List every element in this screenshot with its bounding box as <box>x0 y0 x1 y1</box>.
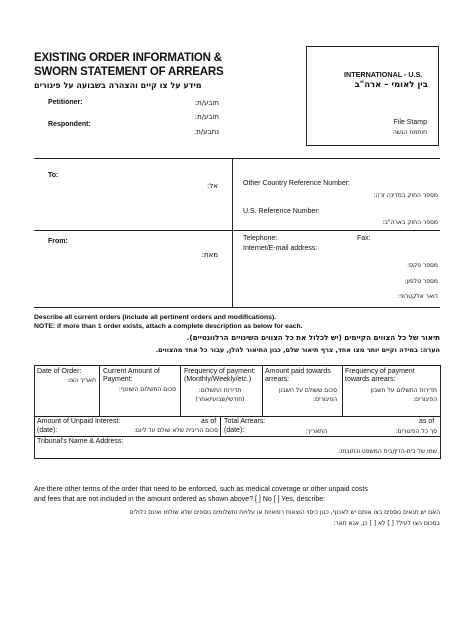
petitioner-hebrew: תובע/ת: <box>194 99 219 107</box>
other-terms-hebrew-2: בסכום הצו לעיל? [ ] לא [ ] כן, אנא תאר: <box>333 520 440 527</box>
date-of-order-hebrew: תאריך הצו: <box>67 377 96 384</box>
table-row-divider-1 <box>34 416 441 417</box>
other-terms-line2: and fees that are not included in the amount ordered as shown above? [ ] No [ ] Yes, describe: <box>34 496 326 503</box>
tribunal-field[interactable] <box>150 440 430 448</box>
internet-email-label: Internet/E-mail address: <box>243 245 318 252</box>
international-us-label: INTERNATIONAL - U.S. <box>344 70 423 79</box>
divider-1 <box>34 158 440 159</box>
unpaid-interest-date-label: (date): <box>37 427 58 434</box>
to-vertical-divider <box>232 159 233 230</box>
frequency-arrears-label: Frequency of payment towards arrears: <box>345 368 415 383</box>
table-row-divider-2 <box>34 436 441 437</box>
total-arrears-label: Total Arrears: <box>224 418 266 425</box>
respondent-hebrew-1: תובע/ת: <box>194 113 219 121</box>
frequency-hebrew: תדירות התשלום: (חודשי/שבועי/אחר) <box>195 387 245 403</box>
frequency-label: Frequency of payment: (Monthly/Weekly/etc.) <box>184 368 256 383</box>
unpaid-interest-as-of: as of <box>201 418 217 425</box>
table-col-divider-1 <box>99 365 100 416</box>
other-terms-hebrew-1: האם יש תנאים נוספים בצו אותם יש לאכוף, כגון כיסוי הוצאות רפואיות או עלויות ותשלומים נוספים שלא שולמו ואינם כלולים <box>129 509 440 516</box>
current-amount-hebrew: סכום התשלום השוטף: <box>118 386 176 393</box>
date-of-order-field[interactable] <box>37 388 95 412</box>
petitioner-label: Petitioner: <box>48 99 83 106</box>
telephone-label: Telephone: <box>243 235 278 242</box>
total-arrears-date-hebrew: התאריך: <box>305 428 327 435</box>
divider-3 <box>34 307 440 308</box>
fax-label: Fax: <box>357 235 371 242</box>
respondent-field[interactable] <box>95 121 215 129</box>
form-title-line1: EXISTING ORDER INFORMATION & <box>34 52 222 64</box>
form-title-line2: SWORN STATEMENT OF ARREARS <box>34 66 224 78</box>
us-ref-hebrew: מספר החוק בארה"ב: <box>382 219 438 226</box>
tribunal-label: Tribunal's Name & Address: <box>37 438 124 445</box>
table-col-divider-2 <box>180 365 181 416</box>
total-arrears-date-label: (date): <box>224 427 245 434</box>
unpaid-interest-label: Amount of Unpaid Interest: <box>37 418 121 425</box>
unpaid-interest-hebrew: סכום הריבית שלא שולם עד ליום: <box>134 427 218 434</box>
us-ref-label: U.S. Reference Number: <box>243 208 320 215</box>
other-country-ref-label: Other Country Reference Number: <box>243 180 350 187</box>
total-arrears-as-of: as of <box>419 418 435 425</box>
instructions-line2: NOTE: if more than 1 order exists, attach a complete description as below for each. <box>34 323 303 330</box>
from-label: From: <box>48 238 68 245</box>
to-hebrew: אל: <box>206 182 218 190</box>
amount-paid-arrears-hebrew: סכום ששולם על חשבון הפיגורים: <box>278 387 337 403</box>
frequency-arrears-hebrew: תדירות התשלום על חשבון הפיגורים: <box>370 387 437 403</box>
no-checkbox[interactable] <box>388 496 398 504</box>
current-amount-label: Current Amount of Payment: <box>103 368 160 383</box>
amount-paid-arrears-label: Amount paid towards arrears: <box>265 368 331 383</box>
other-terms-line1: Are there other terms of the order that need to be enforced, such as medical coverage or other unpaid costs <box>34 486 368 493</box>
respondent-hebrew: נתבע/ת: <box>193 128 219 136</box>
respondent-label: Respondent: <box>48 121 91 128</box>
international-us-hebrew: בין לאומי – ארה"ב <box>354 80 428 90</box>
tribunal-hebrew: שמו של בית-הדין/בית המשפט וכתובתו: <box>338 448 437 455</box>
file-stamp-hebrew: חותמת הגשה <box>393 129 427 136</box>
date-of-order-label: Date of Order: <box>37 368 82 375</box>
fax-hebrew: מספר פקס: <box>407 262 438 269</box>
total-arrears-hebrew: סך כל הפיגורים: <box>395 428 437 435</box>
other-country-ref-hebrew: מספר החוק במדינה זרה: <box>373 192 438 199</box>
current-amount-field[interactable] <box>103 396 177 412</box>
yes-checkbox[interactable] <box>413 496 423 504</box>
table-col-divider-row2 <box>220 416 221 436</box>
instructions-hebrew-1: תיאור של כל הצווים הקיימים (יש לכלול את כל הצווים השינויים הרלוונטיים). <box>186 333 440 342</box>
form-title-hebrew: מידע על צו קיים והצהרה בשבועה על פיגורים <box>34 81 202 90</box>
divider-2 <box>34 230 440 231</box>
from-vertical-divider <box>232 231 233 307</box>
instructions-hebrew-2: הערה: במידה וקיים יותר מצו אחד, צרף תיאור שלם, כגון התיאור להלן, עבור כל אחד מהצווים. <box>155 346 440 354</box>
from-hebrew: מאת: <box>201 251 218 259</box>
file-stamp-label: File Stamp <box>393 119 427 126</box>
table-col-divider-4 <box>342 365 343 416</box>
phone-hebrew: מספר טלפון: <box>404 278 438 285</box>
us-ref-field[interactable] <box>330 208 430 216</box>
to-label: To: <box>48 172 59 179</box>
email-hebrew: דואר אלקטרוני: <box>397 293 438 300</box>
instructions-line1: Describe all current orders (include all pertinent orders and modifications). <box>34 314 277 321</box>
